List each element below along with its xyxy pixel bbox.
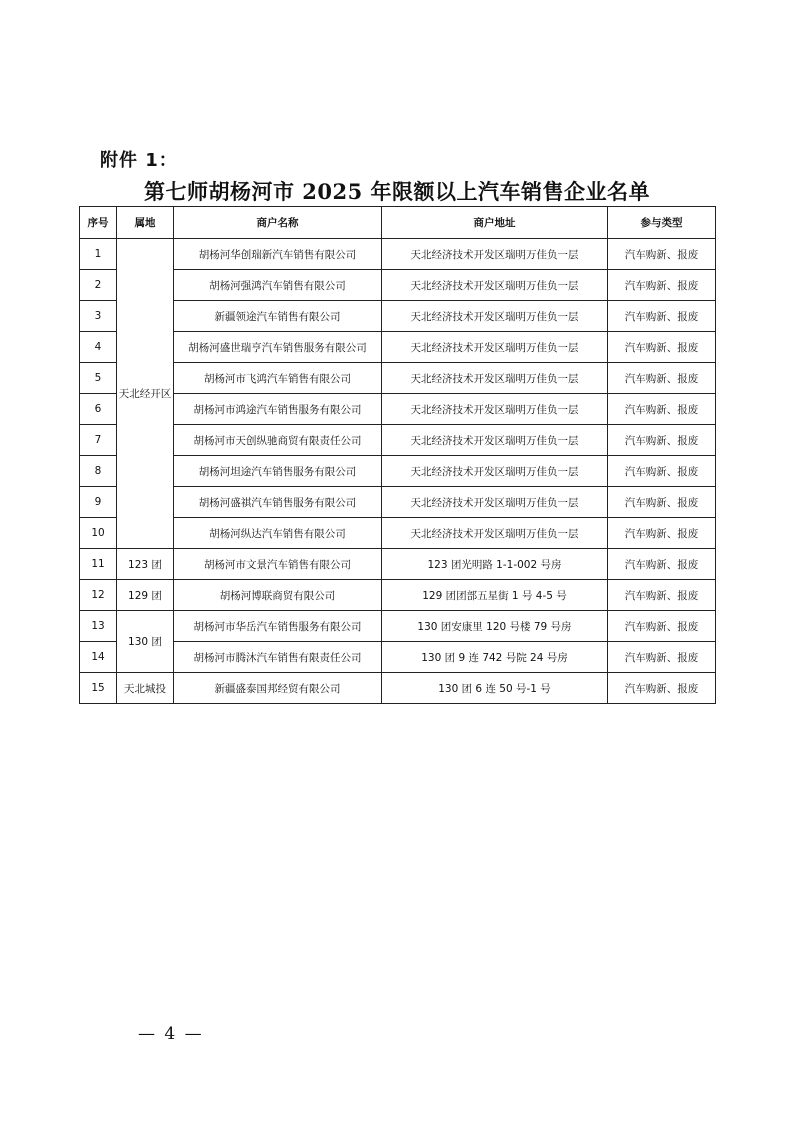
row-type: 汽车购新、报废 (608, 673, 716, 704)
row-name: 胡杨河市文景汽车销售有限公司 (174, 549, 382, 580)
row-address: 天北经济技术开发区瑞明万佳负一层 (382, 456, 608, 487)
table-row (80, 394, 716, 425)
row-address: 130 团 6 连 50 号-1 号 (382, 673, 608, 704)
row-type: 汽车购新、报废 (608, 394, 716, 425)
row-address: 129 团团部五星街 1 号 4-5 号 (382, 580, 608, 611)
row-name: 胡杨河盛祺汽车销售服务有限公司 (174, 487, 382, 518)
row-no: 11 (80, 549, 117, 580)
row-name: 胡杨河市飞鸿汽车销售有限公司 (174, 363, 382, 394)
row-no: 12 (80, 580, 117, 611)
row-no: 13 (80, 611, 117, 642)
table-row (80, 642, 716, 673)
row-name: 胡杨河市鸿途汽车销售服务有限公司 (174, 394, 382, 425)
attachment-label: 附件 1： (100, 150, 178, 171)
table-row (80, 363, 716, 394)
table-row (80, 518, 716, 549)
row-type: 汽车购新、报废 (608, 549, 716, 580)
row-name: 胡杨河博联商贸有限公司 (174, 580, 382, 611)
document-title: 第七师胡杨河市 2025 年限额以上汽车销售企业名单 (143, 179, 651, 204)
row-address: 天北经济技术开发区瑞明万佳负一层 (382, 394, 608, 425)
row-name: 新疆领途汽车销售有限公司 (174, 301, 382, 332)
row-address: 天北经济技术开发区瑞明万佳负一层 (382, 270, 608, 301)
row-name: 胡杨河市华岳汽车销售服务有限公司 (174, 611, 382, 642)
table-row (80, 456, 716, 487)
row-no: 5 (80, 363, 117, 394)
row-type: 汽车购新、报废 (608, 332, 716, 363)
table-row (80, 487, 716, 518)
row-address: 天北经济技术开发区瑞明万佳负一层 (382, 425, 608, 456)
header-type: 参与类型 (608, 207, 716, 239)
table-row (80, 580, 716, 611)
row-no: 1 (80, 239, 117, 270)
table-row (80, 673, 716, 704)
row-no: 10 (80, 518, 117, 549)
region-cell: 天北城投 (117, 673, 174, 704)
row-no: 6 (80, 394, 117, 425)
row-type: 汽车购新、报废 (608, 487, 716, 518)
table-header-row (80, 207, 716, 239)
row-type: 汽车购新、报废 (608, 642, 716, 673)
table-row (80, 332, 716, 363)
row-address: 天北经济技术开发区瑞明万佳负一层 (382, 332, 608, 363)
row-name: 胡杨河坦途汽车销售服务有限公司 (174, 456, 382, 487)
table-row (80, 270, 716, 301)
region-cell: 130 团 (117, 611, 174, 673)
header-address: 商户地址 (382, 207, 608, 239)
row-type: 汽车购新、报废 (608, 239, 716, 270)
row-address: 天北经济技术开发区瑞明万佳负一层 (382, 518, 608, 549)
row-address: 天北经济技术开发区瑞明万佳负一层 (382, 363, 608, 394)
row-name: 胡杨河市腾沐汽车销售有限责任公司 (174, 642, 382, 673)
row-type: 汽车购新、报废 (608, 611, 716, 642)
row-address: 123 团光明路 1-1-002 号房 (382, 549, 608, 580)
dealer-table (79, 206, 716, 704)
row-name: 胡杨河强鸿汽车销售有限公司 (174, 270, 382, 301)
region-cell: 129 团 (117, 580, 174, 611)
row-name: 胡杨河华创瑞新汽车销售有限公司 (174, 239, 382, 270)
table-row (80, 425, 716, 456)
row-name: 胡杨河市天创纵驰商贸有限责任公司 (174, 425, 382, 456)
row-address: 130 团安康里 120 号楼 79 号房 (382, 611, 608, 642)
row-type: 汽车购新、报废 (608, 580, 716, 611)
row-type: 汽车购新、报废 (608, 456, 716, 487)
table-row (80, 549, 716, 580)
row-type: 汽车购新、报废 (608, 301, 716, 332)
table-row (80, 239, 716, 270)
region-cell: 123 团 (117, 549, 174, 580)
row-no: 8 (80, 456, 117, 487)
row-address: 天北经济技术开发区瑞明万佳负一层 (382, 487, 608, 518)
row-no: 2 (80, 270, 117, 301)
table-row (80, 611, 716, 642)
header-name: 商户名称 (174, 207, 382, 239)
row-address: 天北经济技术开发区瑞明万佳负一层 (382, 301, 608, 332)
row-name: 胡杨河盛世瑞亨汽车销售服务有限公司 (174, 332, 382, 363)
row-type: 汽车购新、报废 (608, 363, 716, 394)
row-address: 天北经济技术开发区瑞明万佳负一层 (382, 239, 608, 270)
header-region: 属地 (117, 207, 174, 239)
table-row (80, 301, 716, 332)
row-name: 新疆盛泰国邦经贸有限公司 (174, 673, 382, 704)
row-no: 14 (80, 642, 117, 673)
page-number: — 4 — (138, 1024, 204, 1044)
header-seq: 序号 (80, 207, 117, 239)
row-no: 15 (80, 673, 117, 704)
region-cell: 天北经开区 (117, 239, 174, 549)
row-no: 7 (80, 425, 117, 456)
row-name: 胡杨河纵达汽车销售有限公司 (174, 518, 382, 549)
row-no: 3 (80, 301, 117, 332)
row-address: 130 团 9 连 742 号院 24 号房 (382, 642, 608, 673)
row-no: 4 (80, 332, 117, 363)
row-type: 汽车购新、报废 (608, 270, 716, 301)
row-type: 汽车购新、报废 (608, 518, 716, 549)
row-no: 9 (80, 487, 117, 518)
row-type: 汽车购新、报废 (608, 425, 716, 456)
